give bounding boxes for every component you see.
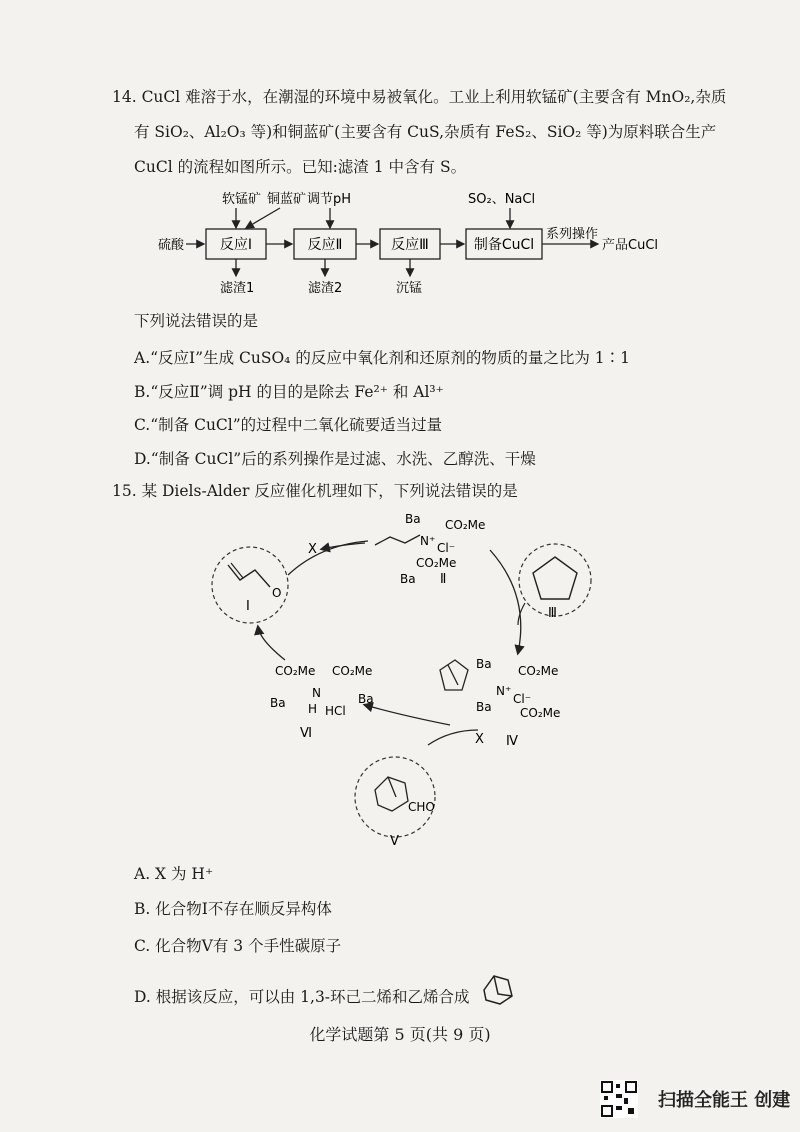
bicyclooctane-icon — [478, 972, 518, 1008]
svg-text:Ba: Ba — [358, 692, 374, 706]
svg-text:Ba: Ba — [400, 572, 416, 586]
svg-text:N: N — [312, 686, 321, 700]
output-residue-1: 滤渣1 — [220, 281, 255, 296]
q14-line-3: CuCl 的流程如图所示。已知:滤渣 1 中含有 S。 — [134, 158, 467, 176]
output-residue-2: 滤渣2 — [308, 281, 343, 296]
input-so2-nacl: SO₂、NaCl — [468, 192, 536, 207]
svg-text:CO₂Me: CO₂Me — [332, 664, 373, 678]
label-product-cucl: 产品CuCl — [602, 238, 659, 253]
label-series-operation: 系列操作 — [546, 227, 599, 242]
svg-text:Ba: Ba — [270, 696, 286, 710]
svg-text:Cl⁻: Cl⁻ — [437, 541, 456, 555]
svg-text:反应Ⅱ: 反应Ⅱ — [307, 237, 343, 253]
q15-option-b[interactable]: B. 化合物Ⅰ不存在顺反异构体 — [134, 900, 332, 918]
q14-line-2: 有 SiO₂、Al₂O₃ 等)和铜蓝矿(主要含有 CuS,杂质有 FeS₂、SiO₂ 等)为原料联合生产 — [134, 123, 717, 141]
svg-text:Ba: Ba — [405, 512, 421, 526]
svg-text:CO₂Me: CO₂Me — [518, 664, 559, 678]
svg-text:N⁺: N⁺ — [496, 684, 512, 698]
q14-option-d[interactable]: D.“制备 CuCl”后的系列操作是过滤、水洗、乙醇洗、干燥 — [134, 450, 536, 468]
q14-option-b[interactable]: B.“反应Ⅱ”调 pH 的目的是除去 Fe²⁺ 和 Al³⁺ — [134, 383, 444, 401]
svg-text:H: H — [308, 702, 318, 716]
svg-text:O: O — [272, 586, 282, 600]
label-x-bottom: X — [475, 732, 484, 747]
svg-text:制备CuCl: 制备CuCl — [473, 237, 535, 253]
q15-option-d[interactable]: D. 根据该反应，可以由 1,3-环己二烯和乙烯合成 — [134, 988, 470, 1006]
label-compound-2: Ⅱ — [440, 572, 447, 587]
input-adjust-ph: 调节pH — [307, 192, 352, 207]
q14-stem: 下列说法错误的是 — [134, 312, 259, 330]
q14-line-1: 14. CuCl 难溶于水，在潮湿的环境中易被氧化。工业上利用软锰矿(主要含有 MnO₂,杂质 — [112, 88, 727, 106]
input-sulfuric-acid: 硫酸 — [158, 238, 185, 253]
label-compound-3: Ⅲ — [548, 606, 557, 621]
q14-option-c[interactable]: C.“制备 CuCl”的过程中二氧化硫要适当过量 — [134, 416, 443, 434]
page-footer: 化学试题第 5 页(共 9 页) — [309, 1025, 491, 1044]
label-compound-5: Ⅴ — [390, 834, 399, 849]
q15-title: 15. 某 Diels-Alder 反应催化机理如下，下列说法错误的是 — [112, 482, 518, 500]
label-compound-6: Ⅵ — [300, 726, 312, 741]
qr-code-icon — [600, 1080, 638, 1118]
svg-text:Ba: Ba — [476, 700, 492, 714]
svg-text:CO₂Me: CO₂Me — [275, 664, 316, 678]
svg-text:反应Ⅲ: 反应Ⅲ — [391, 237, 429, 253]
label-compound-1: Ⅰ — [246, 599, 250, 614]
svg-text:CO₂Me: CO₂Me — [520, 706, 561, 720]
input-covellite: 铜蓝矿 — [267, 192, 307, 207]
q14-option-a[interactable]: A.“反应Ⅰ”生成 CuSO₄ 的反应中氧化剂和还原剂的物质的量之比为 1∶1 — [134, 349, 630, 367]
svg-text:N⁺: N⁺ — [420, 534, 436, 548]
svg-text:HCl: HCl — [325, 704, 346, 718]
q15-option-c[interactable]: C. 化合物Ⅴ有 3 个手性碳原子 — [134, 937, 342, 955]
svg-text:Cl⁻: Cl⁻ — [513, 692, 532, 706]
svg-text:Ba: Ba — [476, 657, 492, 671]
output-mn-precipitation: 沉锰 — [396, 281, 423, 296]
svg-text:CO₂Me: CO₂Me — [445, 518, 486, 532]
label-compound-4: Ⅳ — [506, 734, 518, 749]
svg-text:反应Ⅰ: 反应Ⅰ — [219, 237, 253, 253]
svg-text:CO₂Me: CO₂Me — [416, 556, 457, 570]
svg-text:CHO: CHO — [408, 800, 435, 814]
label-x-top: X — [308, 542, 317, 557]
q15-option-a[interactable]: A. X 为 H⁺ — [134, 865, 214, 883]
process-flow-diagram — [150, 186, 670, 301]
diels-alder-mechanism-diagram — [200, 505, 620, 850]
scanner-watermark: 扫描全能王 创建 — [658, 1090, 791, 1111]
input-pyrolusite: 软锰矿 — [222, 192, 262, 207]
